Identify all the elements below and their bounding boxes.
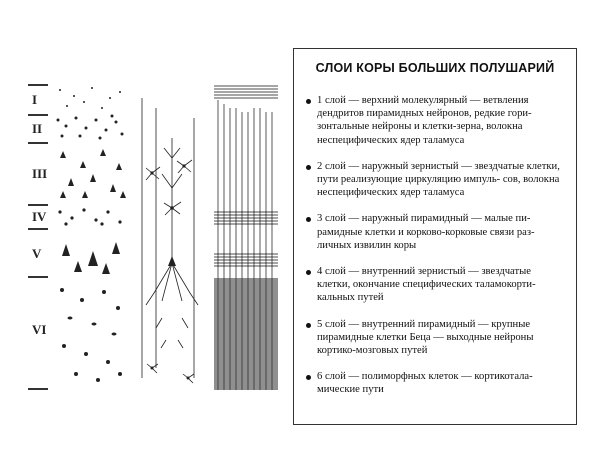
myelin-stain-column <box>214 78 278 398</box>
list-item-text: 5 слой — внутренний пирамидный — крупные пирамидные клетки Беца — выходные нейроны кортико-мозговых путей <box>317 318 534 357</box>
layer-divider <box>28 204 48 206</box>
list-item-text: 1 слой — верхний молекулярный — ветвления дендритов пирамидных нейронов, редкие гори- зонтальные нейроны и клетки-зерна, волокна неспецифических ядер таламуса <box>317 95 532 146</box>
layer-label-1: I <box>32 92 38 107</box>
layer-divider <box>28 228 48 230</box>
list-item-text: 3 слой — наружный пирамидный — малые пи- рамидные клетки и корково-корковые связи раз- личных извилин коры <box>317 213 535 251</box>
list-item <box>306 212 566 252</box>
layer-divider <box>28 388 48 390</box>
list-item <box>306 94 566 147</box>
layer-divider <box>28 142 48 144</box>
layer-divider <box>28 276 48 278</box>
layer-label-3: III <box>32 166 48 181</box>
cortex-layers-box <box>293 48 577 425</box>
bullet-icon <box>306 165 311 170</box>
list-item-text: 4 слой — внутренний зернистый — звездчатые клетки, окончание специфических таламокорти- кальных путей <box>317 266 536 304</box>
bullet-icon <box>306 99 311 104</box>
list-item <box>306 370 566 396</box>
list-item-text: 2 слой — наружный зернистый — звездчатые клетки, пути реализующие циркуляцию импуль- сов, волокна неспецифических ядер таламуса <box>317 160 560 199</box>
box-title: СЛОИ КОРЫ БОЛЬШИХ ПОЛУШАРИЙ <box>315 61 555 75</box>
layer-divider <box>28 84 48 86</box>
nissl-stain-column <box>52 78 128 398</box>
bullet-icon <box>306 270 311 275</box>
layers-list <box>306 94 566 410</box>
bullet-icon <box>306 375 311 380</box>
list-item <box>306 318 566 358</box>
list-item <box>306 265 566 305</box>
layer-divider <box>28 114 48 116</box>
golgi-stain-column <box>132 78 210 398</box>
list-item <box>306 160 566 200</box>
bullet-icon <box>306 323 311 328</box>
layer-label-6: VI <box>32 322 47 337</box>
layer-label-2: II <box>32 121 43 136</box>
cortex-layers-figure <box>28 78 268 398</box>
list-item-text: 6 слой — полиморфных клеток — кортикотала- мические пути <box>317 371 533 396</box>
bullet-icon <box>306 217 311 222</box>
layer-label-5: V <box>32 246 42 261</box>
layer-label-4: IV <box>32 209 47 224</box>
